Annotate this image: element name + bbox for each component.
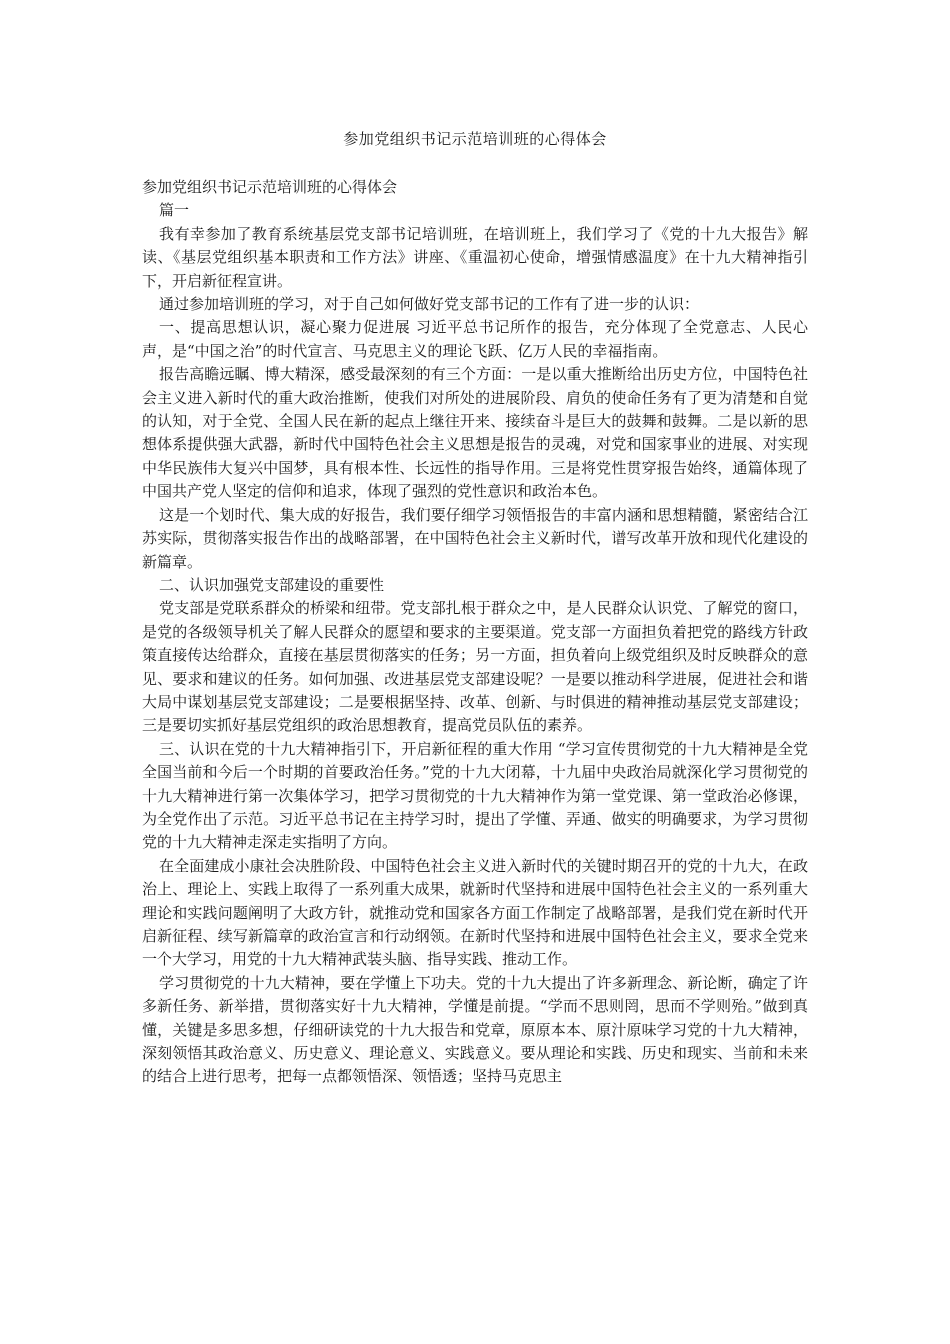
paragraph: 党支部是党联系群众的桥梁和纽带。党支部扎根于群众之中，是人民群众认识党、了解党的窗口，是党的各级领导机关了解人民群众的愿望和要求的主要渠道。党支部一方面担负着把党的路线方针政策直接传达给群众，直接在基层贯彻落实的任务；另一方面，担负着向上级党组织及时反映群众的意见、要求和建议的任务。如何加强、改进基层党支部建设呢？一是要以推动科学进展，促进社会和谐大局中谋划基层党支部建设；二是要根据坚持、改革、创新、与时俱进的精神推动基层党支部建设；三是要切实抓好基层党组织的政治思想教育，提高党员队伍的素养。 xyxy=(142,599,808,735)
document-subtitle: 参加党组织书记示范培训班的心得体会 xyxy=(142,178,398,196)
paragraph: 三、认识在党的十九大精神指引下，开启新征程的重大作用 “学习宣传贯彻党的十九大精神是全党全国当前和今后一个时期的首要政治任务。”党的十九大闭幕，十九届中央政治局就深化学习贯彻党的十九大精神进行第一次集体学习，把学习贯彻党的十九大精神作为第一堂党课、第一堂政治必修课，为全党作出了示范。习近平总书记在主持学习时，提出了学懂、弄通、做实的明确要求，为学习贯彻党的十九大精神走深走实指明了方向。 xyxy=(142,739,808,852)
paragraph: 在全面建成小康社会决胜阶段、中国特色社会主义进入新时代的关键时期召开的党的十九大，在政治上、理论上、实践上取得了一系列重大成果，就新时代坚持和进展中国特色社会主义的一系列重大理论和实践问题阐明了大政方针，就推动党和国家各方面工作制定了战略部署，是我们党在新时代开启新征程、续写新篇章的政治宣言和行动纲领。在新时代坚持和进展中国特色社会主义，要求全党来一个大学习，用党的十九大精神武装头脑、指导实践、推动工作。 xyxy=(142,856,808,969)
paragraph: 报告高瞻远瞩、博大精深，感受最深刻的有三个方面：一是以重大推断给出历史方位，中国特色社会主义进入新时代的重大政治推断，使我们对所处的进展阶段、肩负的使命任务有了更为清楚和自觉的认知，对于全党、全国人民在新的起点上继往开来、接续奋斗是巨大的鼓舞和鼓舞。二是以新的思想体系提供强大武器，新时代中国特色社会主义思想是报告的灵魂，对党和国家事业的进展、对实现中华民族伟大复兴中国梦，具有根本性、长远性的指导作用。三是将党性贯穿报告始终，通篇体现了中国共产党人坚定的信仰和追求，体现了强烈的党性意识和政治本色。 xyxy=(142,365,808,501)
paragraph: 我有幸参加了教育系统基层党支部书记培训班，在培训班上，我们学习了《党的十九大报告》解读、《基层党组织基本职责和工作方法》讲座、《重温初心使命，增强情感温度》在十九大精神指引下，开启新征程宣讲。 xyxy=(142,224,808,290)
paragraph: 一、提高思想认识，凝心聚力促进展 习近平总书记所作的报告，充分体现了全党意志、人民心声，是“中国之治”的时代宣言、马克思主义的理论飞跃、亿万人民的幸福指南。 xyxy=(142,318,808,360)
paragraph: 通过参加培训班的学习，对于自己如何做好党支部书记的工作有了进一步的认识： xyxy=(159,295,700,314)
document-title: 参加党组织书记示范培训班的心得体会 xyxy=(343,130,607,148)
document-body xyxy=(142,176,808,1089)
section-label: 篇一 xyxy=(159,201,190,220)
paragraph: 学习贯彻党的十九大精神，要在学懂上下功夫。党的十九大提出了许多新理念、新论断，确定了许多新任务、新举措，贯彻落实好十九大精神，学懂是前提。“学而不思则罔，思而不学则殆。”做到真懂，关键是多思多想，仔细研读党的十九大报告和党章，原原本本、原汁原味学习党的十九大精神，深刻领悟其政治意义、历史意义、理论意义、实践意义。要从理论和实践、历史和现实、当前和未来的结合上进行思考，把每一点都领悟深、领悟透；坚持马克思主 xyxy=(142,973,808,1086)
paragraph: 这是一个划时代、集大成的好报告，我们要仔细学习领悟报告的丰富内涵和思想精髓，紧密结合江苏实际，贯彻落实报告作出的战略部署，在中国特色社会主义新时代，谱写改革开放和现代化建设的新篇章。 xyxy=(142,505,808,571)
section-heading: 二、认识加强党支部建设的重要性 xyxy=(159,575,385,594)
